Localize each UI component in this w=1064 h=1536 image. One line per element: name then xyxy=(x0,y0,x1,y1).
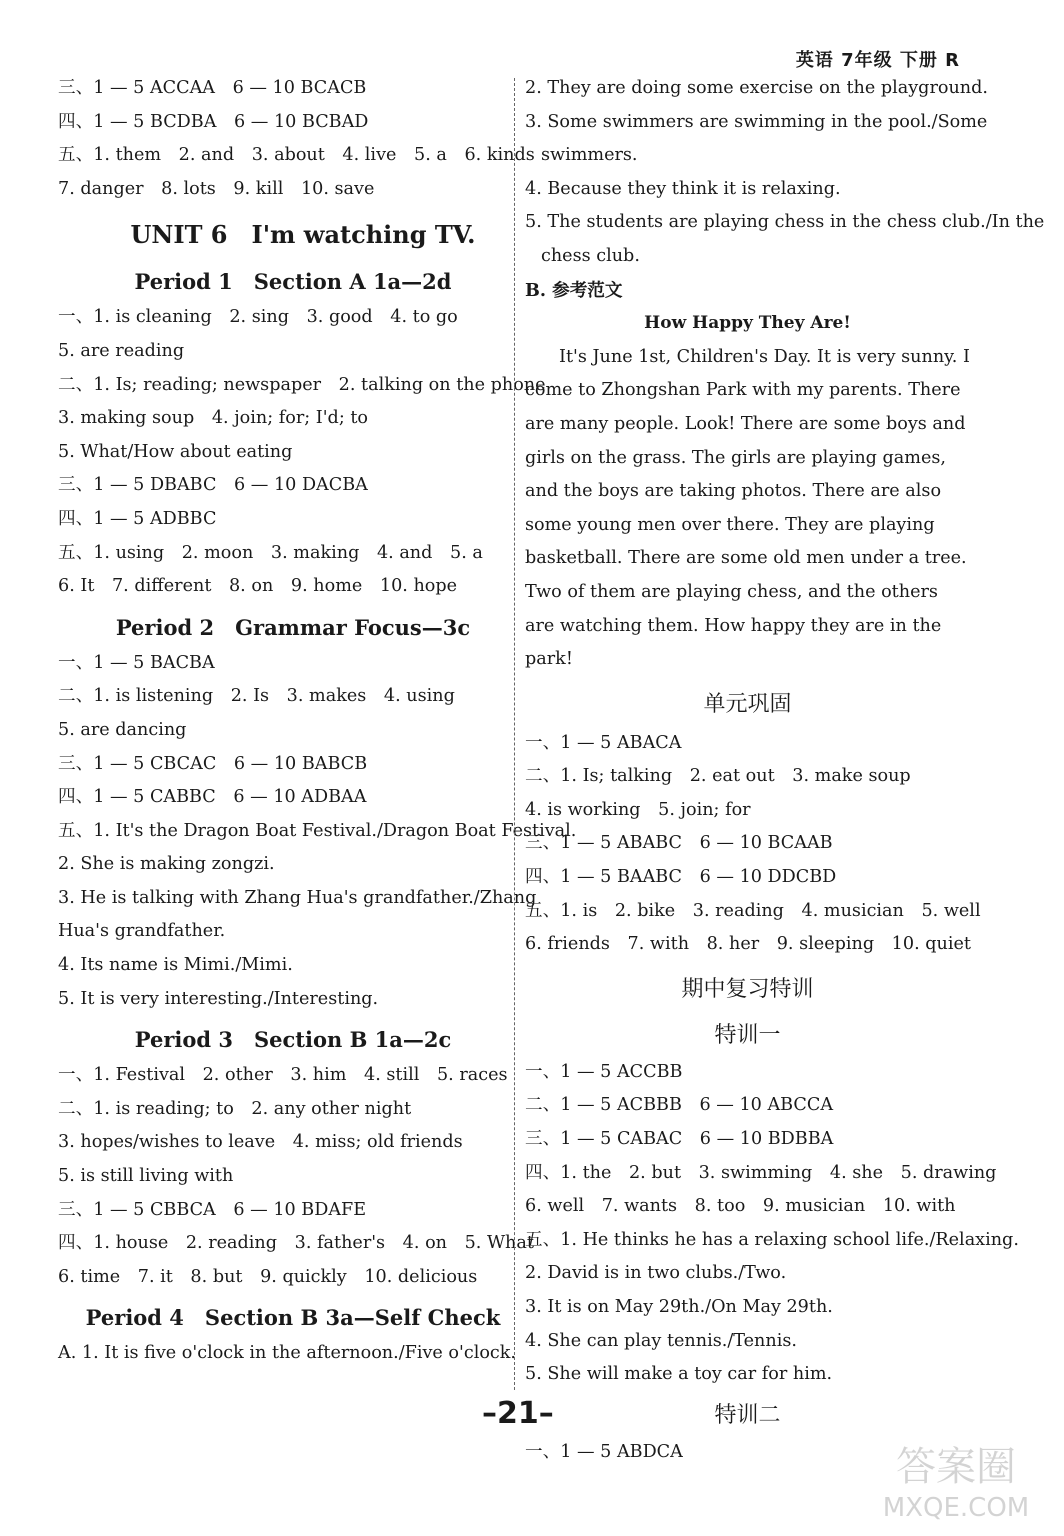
answer-line: 5. are reading xyxy=(58,340,185,361)
answer-line: 二、1 — 5 ACBBB 6 — 10 ABCCA xyxy=(525,1095,834,1116)
answer-line: 4. is working 5. join; for xyxy=(525,799,751,820)
answer-line: 2. They are doing some exercise on the playground. xyxy=(525,78,988,98)
essay-body: It's June 1st, Children's Day. It is very sunny. I come to Zhongshan Park with my parents. There are many people. Look! There are some boys and girls on the grass. The girls are playing games, and the boys are taking photos. There are also some young men over there. They are playing basketball. There are some old men under a tree. Two of them are playing chess, and the others are watching them. How happy they are in the park! xyxy=(525,346,970,670)
unit-review-title: 单元巩固 xyxy=(703,691,792,717)
answer-line: 6. It 7. different 8. on 9. home 10. hope xyxy=(58,576,458,597)
answer-line: 五、1. It's the Dragon Boat Festival./Dragon Boat Festival. xyxy=(58,820,577,841)
answer-line: 4. She can play tennis./Tennis. xyxy=(525,1330,797,1351)
period-1-title: Period 1 Section A 1a—2d xyxy=(134,269,452,295)
special-training-1-title: 特训一 xyxy=(714,1022,781,1048)
period-3-title: Period 3 Section B 1a—2c xyxy=(134,1027,452,1053)
answer-line: swimmers. xyxy=(541,145,638,166)
answer-line: 一、1 — 5 ACCBB xyxy=(525,1061,683,1082)
watermark-text: 答案圈 xyxy=(896,1444,1016,1490)
answer-line: 五、1. them 2. and 3. about 4. live 5. a 6. kinds xyxy=(58,145,535,166)
answer-line: 一、1 — 5 ABDCA xyxy=(525,1441,683,1462)
answer-line: 一、1. Festival 2. other 3. him 4. still 5. races xyxy=(58,1065,508,1086)
answer-line: 四、1. the 2. but 3. swimming 4. she 5. drawing xyxy=(525,1162,997,1183)
answer-line: 5. is still living with xyxy=(58,1166,234,1187)
answer-line: 五、1. is 2. bike 3. reading 4. musician 5. well xyxy=(525,900,981,921)
answer-line: 2. David is in two clubs./Two. xyxy=(525,1263,787,1284)
answer-line: 4. Its name is Mimi./Mimi. xyxy=(58,955,293,976)
answer-line: 6. friends 7. with 8. her 9. sleeping 10. quiet xyxy=(525,934,971,955)
page-number: –21– xyxy=(482,1396,554,1431)
answer-line: 五、1. He thinks he has a relaxing school life./Relaxing. xyxy=(525,1229,1019,1250)
answer-line: 4. Because they think it is relaxing. xyxy=(525,178,841,199)
answer-line: 3. He is talking with Zhang Hua's grandfather./Zhang xyxy=(58,887,537,908)
answer-line: A. 1. It is five o'clock in the afternoon./Five o'clock. xyxy=(58,1343,517,1364)
answer-line: 3. making soup 4. join; for; I'd; to xyxy=(58,408,369,429)
answer-line: 四、1 — 5 CABBC 6 — 10 ADBAA xyxy=(58,787,367,808)
sample-essay-label: B. 参考范文 xyxy=(525,279,623,301)
answer-line: 二、1. Is; talking 2. eat out 3. make soup xyxy=(525,766,911,787)
essay-title: How Happy They Are! xyxy=(644,313,851,334)
answer-line: 3. Some swimmers are swimming in the pool./Some xyxy=(525,111,988,132)
page-header: 英语 7年级 下册 R xyxy=(795,50,960,71)
answer-line: 三、1 — 5 ACCAA 6 — 10 BCACB xyxy=(58,78,367,98)
answer-line: 2. She is making zongzi. xyxy=(58,854,275,875)
answer-line: 3. hopes/wishes to leave 4. miss; old friends xyxy=(58,1132,463,1153)
answer-line: 一、1. is cleaning 2. sing 3. good 4. to go xyxy=(58,307,458,328)
answer-line: 6. well 7. wants 8. too 9. musician 10. with xyxy=(525,1196,956,1217)
period-4-title: Period 4 Section B 3a—Self Check xyxy=(85,1305,501,1331)
answer-line: 5. The students are playing chess in the chess club./In the xyxy=(525,212,1045,233)
answer-line: 三、1 — 5 CBBCA 6 — 10 BDAFE xyxy=(58,1199,367,1220)
answer-line: 四、1 — 5 BCDBA 6 — 10 BCBAD xyxy=(58,111,369,132)
answer-line: 四、1 — 5 BAABC 6 — 10 DDCBD xyxy=(525,867,837,888)
answer-line: 三、1 — 5 ABABC 6 — 10 BCAAB xyxy=(525,833,833,854)
answer-line: 二、1. is reading; to 2. any other night xyxy=(58,1098,412,1119)
answer-line: 二、1. is listening 2. Is 3. makes 4. using xyxy=(58,686,455,707)
answer-line: 二、1. Is; reading; newspaper 2. talking on the phone xyxy=(58,374,546,395)
answer-line: 5. It is very interesting./Interesting. xyxy=(58,988,379,1009)
watermark-logo xyxy=(866,1428,1046,1528)
answer-line: chess club. xyxy=(541,245,640,266)
answer-line: 一、1 — 5 BACBA xyxy=(58,652,215,673)
answer-line: 四、1 — 5 ADBBC xyxy=(58,508,217,529)
answer-line: 三、1 — 5 DBABC 6 — 10 DACBA xyxy=(58,475,368,496)
answer-line: Hua's grandfather. xyxy=(58,921,226,942)
answer-line: 一、1 — 5 ABACA xyxy=(525,732,682,753)
answer-line: 5. What/How about eating xyxy=(58,441,293,462)
answer-line: 5. are dancing xyxy=(58,719,187,740)
answer-line: 四、1. house 2. reading 3. father's 4. on 5. What xyxy=(58,1233,534,1254)
answer-line: 5. She will make a toy car for him. xyxy=(525,1364,833,1385)
watermark-url: MXQE.COM xyxy=(882,1493,1030,1523)
answer-line: 6. time 7. it 8. but 9. quickly 10. delicious xyxy=(58,1266,478,1287)
answer-line: 7. danger 8. lots 9. kill 10. save xyxy=(58,178,375,199)
midterm-review-title: 期中复习特训 xyxy=(681,976,814,1002)
answer-line: 五、1. using 2. moon 3. making 4. and 5. a xyxy=(58,542,483,563)
answer-line: 三、1 — 5 CBCAC 6 — 10 BABCB xyxy=(58,753,368,774)
answer-line: 3. It is on May 29th./On May 29th. xyxy=(525,1297,833,1317)
special-training-2-title: 特训二 xyxy=(714,1402,781,1428)
unit-title: UNIT 6 I'm watching TV. xyxy=(130,220,476,250)
column-divider xyxy=(514,78,515,1390)
answer-line: 三、1 — 5 CABAC 6 — 10 BDBBA xyxy=(525,1129,834,1150)
period-2-title: Period 2 Grammar Focus—3c xyxy=(115,614,471,640)
